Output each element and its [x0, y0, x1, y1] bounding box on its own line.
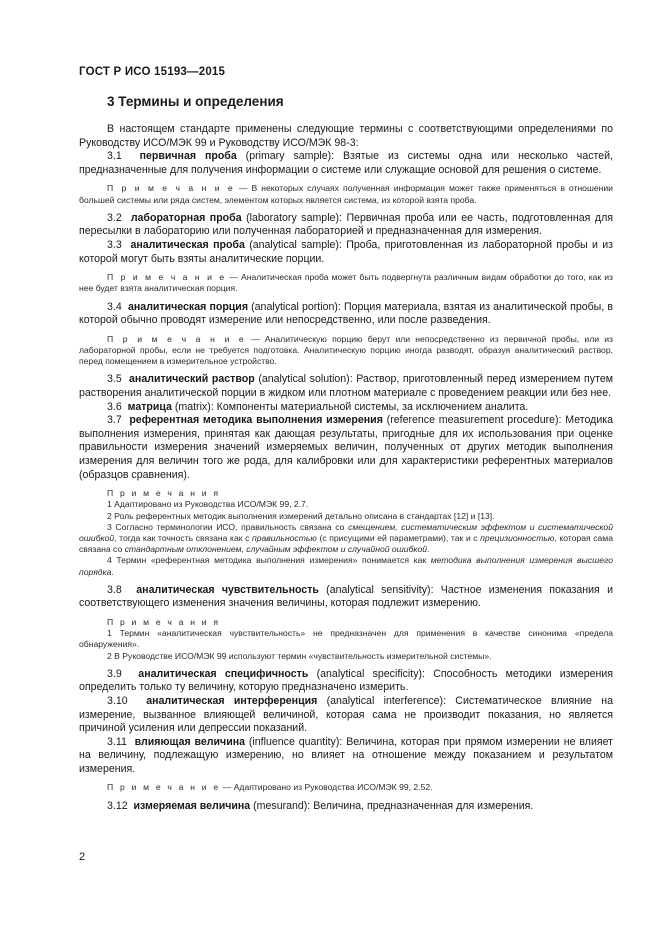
term-name: аналитическая порция: [128, 300, 248, 313]
term-name: лабораторная проба: [130, 211, 242, 224]
note-fragment-italic: правильностью: [251, 532, 317, 543]
term-definition: (analytical interference): Систематическое влияние на измерение, вызванное влияющей величиной, которая сама не производит показания, но является причиной усиления или депрессии показаний.: [79, 694, 613, 735]
term-number: 3.3: [107, 238, 122, 251]
note-3-7-3: [79, 522, 613, 556]
note-label: П р и м е ч а н и е: [107, 333, 246, 344]
term-definition: (analytical portion): Порция материала, взятая из аналитической пробы, в которой обычно проводят измерение или непосредственно, или после разведения.: [79, 300, 613, 327]
term-number: 3.10: [107, 694, 128, 707]
term-definition: (influence quantity): Величина, которая при прямом измерении не влияет на величину, подлежащую измерению, но влияет на отношение между показанием и результатом измерения.: [79, 735, 614, 775]
note-3-8-2: 2 В Руководстве ИСО/МЭК 99 используют термин «чувствительность измерительной системы».: [107, 650, 492, 661]
term-3-1: [79, 150, 613, 177]
page-number: 2: [79, 851, 86, 863]
term-name: матрица: [127, 400, 172, 413]
note-label: П р и м е ч а н и е: [107, 272, 227, 283]
note-3-7-1: 1 Адаптировано из Руководства ИСО/МЭК 99, 2.7.: [107, 499, 309, 510]
term-number: 3.4: [107, 300, 122, 313]
note-fragment: .: [111, 566, 114, 577]
standard-code: ГОСТ Р ИСО 15193—2015: [79, 66, 226, 78]
note-3-3: [79, 272, 613, 294]
term-number: 3.6: [107, 400, 122, 413]
note-3-1: [79, 183, 613, 205]
term-name: аналитическая проба: [130, 238, 245, 251]
note-label: П р и м е ч а н и е: [107, 782, 221, 793]
note-text: — В некоторых случаях полученная информация может также применяться в отношении большей системы или ряда систем, элементом которых является система, из которой взята проба.: [79, 183, 613, 205]
notes-3-8-label: [79, 617, 613, 628]
note-text: — Аналитическую порцию берут или непосредственно из первичной пробы, или из лабораторной пробы, если не требуется подготовка. Аналитическую порцию иногда разводят, образуя аналитический раствор, перед помещением в измерительное устройство.: [79, 333, 613, 367]
term-number: 3.2: [107, 211, 122, 224]
term-3-7: [79, 414, 613, 482]
term-number: 3.8: [107, 583, 122, 596]
note-fragment: .: [427, 544, 430, 555]
section-title: 3 Термины и определения: [107, 94, 284, 109]
term-3-3: [79, 239, 613, 266]
term-definition: (analytical sensitivity): Частное изменения показания и соответствующего изменения значения величины, которая подлежит измерению.: [79, 583, 613, 610]
term-definition: (mesurand): Величина, предназначенная для измерения.: [250, 799, 534, 812]
term-3-11: [79, 736, 613, 777]
term-3-12: [79, 800, 613, 814]
term-name: измеряемая величина: [133, 799, 251, 812]
term-3-5: [79, 373, 613, 400]
note-3-8-1: 1 Термин «аналитическая чувствительность» не предназначен для применения в качестве синонима «предела обнаружения».: [79, 628, 613, 650]
term-number: 3.12: [107, 799, 128, 812]
term-name: референтная методика выполнения измерения: [129, 414, 383, 427]
term-definition: (analytical specificity): Способность методики измерения определить только ту величину, которую предназначено измерить.: [79, 667, 613, 694]
term-3-8: [79, 584, 613, 611]
term-definition: (laboratory sample): Первичная проба или ее часть, подготовленная для пересылки в лабораторию или полученная лабораторией и предназначенная для измерения.: [79, 211, 614, 238]
note-label: П р и м е ч а н и е: [107, 183, 235, 194]
term-number: 3.9: [107, 667, 122, 680]
note-3-4: [79, 334, 613, 368]
intro-paragraph: В настоящем стандарте применены следующие термины с соответствующими определениями по Руководству ИСО/МЭК 99 и Руководству ИСО/МЭК 98-3:: [79, 123, 613, 149]
note-text: — Адаптировано из Руководства ИСО/МЭК 99, 2.52.: [220, 782, 433, 793]
term-definition: (matrix): Компоненты материальной системы, за исключением аналита.: [171, 400, 529, 413]
document-body: [79, 123, 613, 813]
term-name: первичная проба: [139, 150, 237, 163]
term-name: влияющая величина: [134, 735, 245, 748]
term-3-9: [79, 668, 613, 695]
note-fragment-italic: смещением, систематическим эффектом и систематической ошибкой: [79, 521, 613, 543]
term-3-10: [79, 695, 613, 736]
note-fragment: 4 Термин «референтная методика выполнения измерения» понимается как: [107, 555, 431, 566]
term-name: аналитическая интерференция: [146, 694, 318, 707]
notes-label: П р и м е ч а н и я: [107, 616, 221, 627]
term-3-2: [79, 212, 613, 239]
note-3-7-4: [79, 555, 613, 577]
term-number: 3.1: [107, 150, 122, 163]
term-number: 3.11: [107, 735, 127, 748]
term-definition: (reference measurement procedure): Методика выполнения измерения, принятая как дающая результаты, пригодные для их использования при оценке правильности измерения значений измеряемых величин, полученных от других методик выполнения измерения для величин того же рода, для калибровки или для характеристики референтных материалов (образцов сравнения).: [79, 414, 614, 481]
notes-label: П р и м е ч а н и я: [107, 488, 221, 499]
note-fragment-italic: методика выполнения измерения высшего порядка: [79, 555, 613, 577]
term-definition: (analytical sample): Проба, приготовленная из лабораторной пробы и из которой могут быть взяты аналитические порции.: [79, 238, 614, 265]
note-fragment-italic: прецизионностью: [480, 532, 555, 543]
term-number: 3.5: [107, 373, 122, 386]
note-fragment: (с присущими ей параметрами), так и с: [316, 532, 481, 543]
note-fragment: , которая сама связана со: [79, 532, 613, 555]
note-3-11: [79, 782, 613, 793]
term-name: аналитическая чувствительность: [136, 583, 319, 596]
term-3-6: [79, 401, 613, 415]
note-fragment: 3 Согласно терминологии ИСО, правильность связана со: [107, 521, 349, 532]
term-3-4: [79, 301, 613, 328]
note-3-7-2: 2 Роль референтных методик выполнения измерений детально описана в стандартах [12] и [13].: [107, 510, 495, 521]
note-fragment-italic: стандартным отклонением, случайным эффектом и случайной ошибкой: [124, 544, 428, 555]
term-number: 3.7: [107, 414, 122, 427]
notes-3-7-label: [79, 488, 613, 499]
note-text: — Аналитическая проба может быть подвергнута различным видам обработки до того, как из нее будет взята аналитическая порция.: [79, 272, 613, 294]
term-definition: (primary sample): Взятые из системы одна или несколько частей, предназначенные для получения информации о системе или служащие основой для решения о системе.: [79, 150, 613, 176]
term-name: аналитическая специфичность: [138, 667, 309, 680]
term-definition: (analytical solution): Раствор, приготовленный перед измерением путем растворения аналитической порции в жидком или плотном материале с проведением реакции или без нее.: [79, 373, 613, 399]
term-name: аналитический раствор: [129, 373, 255, 386]
note-fragment: , тогда как точность связана как с: [114, 532, 252, 543]
